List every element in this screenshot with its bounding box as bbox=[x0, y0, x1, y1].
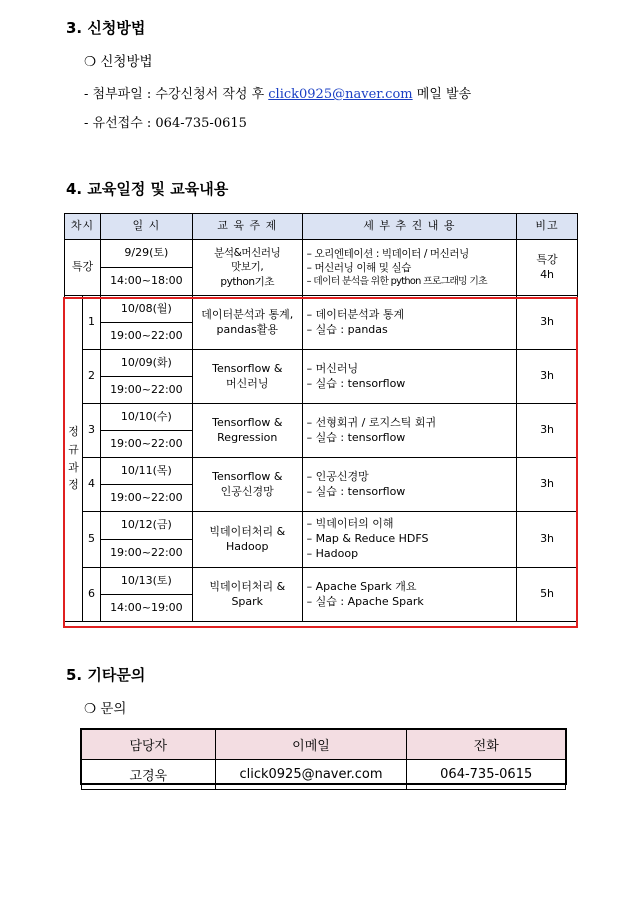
header-topic: 교 육 주 제 bbox=[192, 214, 302, 240]
session-hours: 3h bbox=[517, 296, 578, 350]
session-date: 10/12(금) bbox=[100, 512, 192, 540]
table-row bbox=[65, 350, 578, 377]
session-time: 19:00~22:00 bbox=[100, 540, 192, 568]
contact-table bbox=[81, 729, 566, 790]
session-hours: 3h bbox=[517, 404, 578, 458]
session-detail: – 인공신경망 – 실습 : tensorflow bbox=[302, 458, 516, 512]
application-email-link[interactable]: click0925@naver.com bbox=[268, 87, 413, 102]
table-row bbox=[65, 404, 578, 431]
table-row bbox=[65, 568, 578, 595]
table-row bbox=[65, 296, 578, 323]
table-row bbox=[65, 240, 578, 268]
special-label: 특강 bbox=[65, 240, 101, 296]
header-note: 비고 bbox=[517, 214, 578, 240]
regular-course-label: 정 규 과 정 bbox=[65, 296, 83, 622]
table-row bbox=[82, 760, 566, 790]
special-note: 특강 4h bbox=[517, 240, 578, 296]
table-row bbox=[65, 512, 578, 540]
session-hours: 3h bbox=[517, 512, 578, 568]
contact-phone[interactable]: 064-735-0615 bbox=[407, 760, 566, 790]
section-4-heading: 4. 교육일정 및 교육내용 bbox=[66, 180, 229, 198]
section-3-subheading: ❍ 신청방법 bbox=[84, 54, 153, 70]
session-topic: Tensorflow & 인공신경망 bbox=[192, 458, 302, 512]
contact-manager: 고경욱 bbox=[82, 760, 216, 790]
session-detail: – 머신러닝 – 실습 : tensorflow bbox=[302, 350, 516, 404]
session-date: 10/09(화) bbox=[100, 350, 192, 377]
header-email: 이메일 bbox=[215, 730, 407, 760]
session-number: 2 bbox=[82, 350, 100, 404]
contact-email[interactable]: click0925@naver.com bbox=[215, 760, 407, 790]
special-topic: 분석&머신러닝 맛보기, python기초 bbox=[192, 240, 302, 296]
attachment-suffix: 메일 발송 bbox=[412, 87, 472, 102]
session-topic: 빅데이터처리 & Hadoop bbox=[192, 512, 302, 568]
session-number: 1 bbox=[82, 296, 100, 350]
schedule-table bbox=[64, 213, 578, 622]
header-detail: 세 부 추 진 내 용 bbox=[302, 214, 516, 240]
session-time: 19:00~22:00 bbox=[100, 485, 192, 512]
session-date: 10/10(수) bbox=[100, 404, 192, 431]
session-time: 14:00~19:00 bbox=[100, 595, 192, 622]
section-3-heading: 3. 신청방법 bbox=[66, 19, 146, 37]
session-number: 4 bbox=[82, 458, 100, 512]
session-topic: 데이터분석과 통계, pandas활용 bbox=[192, 296, 302, 350]
section-5-subheading: ❍ 문의 bbox=[84, 701, 127, 717]
session-detail: – Apache Spark 개요 – 실습 : Apache Spark bbox=[302, 568, 516, 622]
session-number: 6 bbox=[82, 568, 100, 622]
session-hours: 5h bbox=[517, 568, 578, 622]
table-row bbox=[65, 458, 578, 485]
session-time: 19:00~22:00 bbox=[100, 323, 192, 350]
session-detail: – 빅데이터의 이해 – Map & Reduce HDFS – Hadoop bbox=[302, 512, 516, 568]
header-date: 일 시 bbox=[100, 214, 192, 240]
schedule-header-row bbox=[65, 214, 578, 240]
application-attachment-line bbox=[84, 83, 471, 102]
session-time: 19:00~22:00 bbox=[100, 377, 192, 404]
session-hours: 3h bbox=[517, 458, 578, 512]
session-topic: 빅데이터처리 & Spark bbox=[192, 568, 302, 622]
contact-header-row bbox=[82, 730, 566, 760]
session-number: 3 bbox=[82, 404, 100, 458]
header-manager: 담당자 bbox=[82, 730, 216, 760]
session-topic: Tensorflow & Regression bbox=[192, 404, 302, 458]
header-session: 차시 bbox=[65, 214, 101, 240]
session-hours: 3h bbox=[517, 350, 578, 404]
session-topic: Tensorflow & 머신러닝 bbox=[192, 350, 302, 404]
special-time: 14:00~18:00 bbox=[100, 268, 192, 296]
session-date: 10/13(토) bbox=[100, 568, 192, 595]
section-5-heading: 5. 기타문의 bbox=[66, 666, 146, 684]
session-number: 5 bbox=[82, 512, 100, 568]
special-date: 9/29(토) bbox=[100, 240, 192, 268]
session-date: 10/11(목) bbox=[100, 458, 192, 485]
header-phone: 전화 bbox=[407, 730, 566, 760]
session-time: 19:00~22:00 bbox=[100, 431, 192, 458]
session-date: 10/08(월) bbox=[100, 296, 192, 323]
phone-application-line: - 유선접수 : 064-735-0615 bbox=[84, 116, 247, 131]
attachment-text: - 첨부파일 : 수강신청서 작성 후 bbox=[84, 87, 269, 102]
session-detail: – 데이터분석과 통계 – 실습 : pandas bbox=[302, 296, 516, 350]
special-detail: – 오리엔테이션 : 빅데이터 / 머신러닝 – 머신러닝 이해 및 실습 – 데이터 분석을 위한 python 프로그래밍 기초 bbox=[302, 240, 516, 296]
session-detail: – 선형회귀 / 로지스틱 회귀 – 실습 : tensorflow bbox=[302, 404, 516, 458]
